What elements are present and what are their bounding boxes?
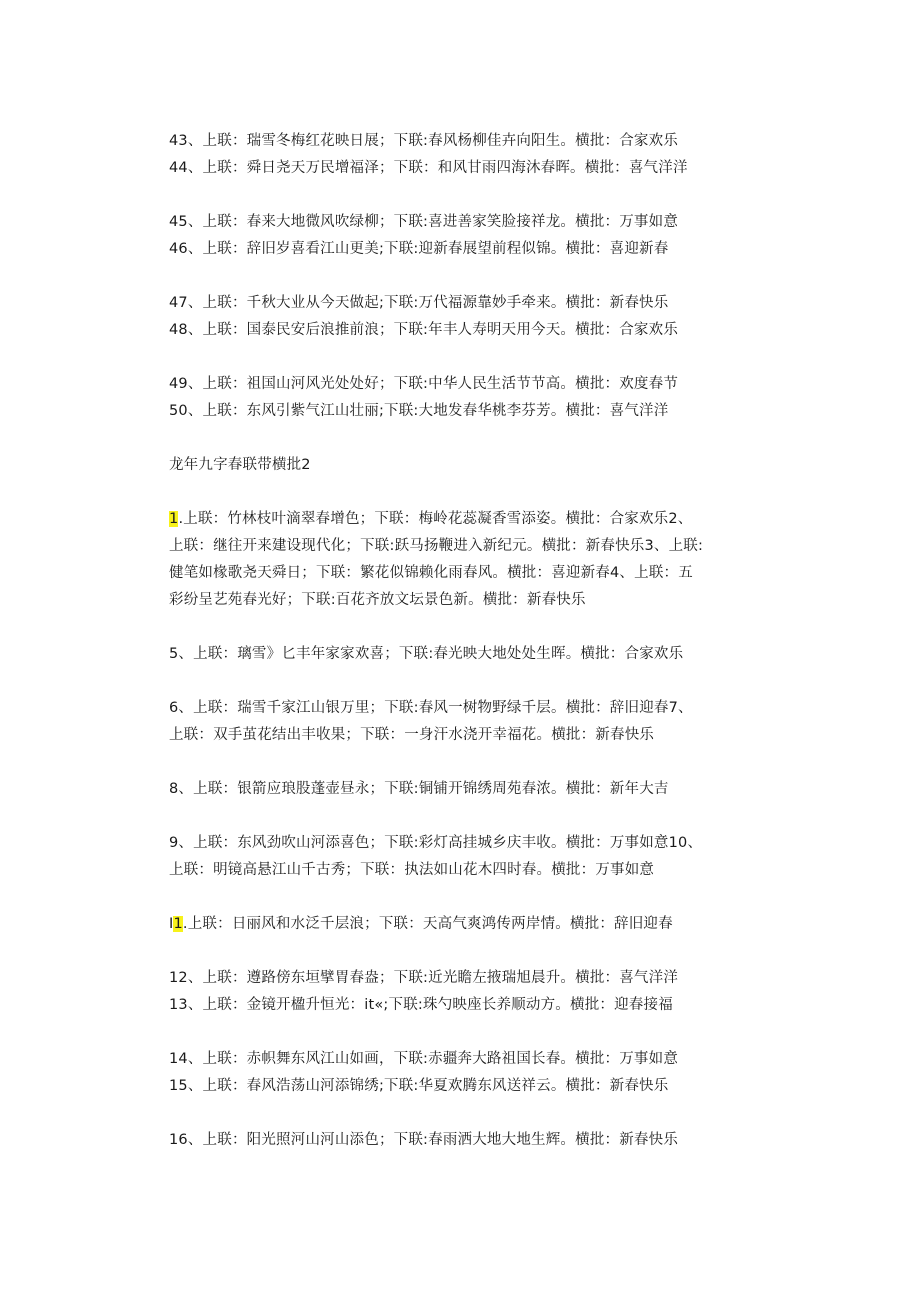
text-line: 12、上联：遵路傍东垣擘胃春盎；下联:近光瞻左掖瑞旭晨升。横批：喜气洋洋 xyxy=(169,970,679,986)
text-line: 上联：明镜高悬江山千古秀；下联：执法如山花木四时春。横批：万事如意 xyxy=(169,862,655,878)
text-line: 45、上联：春来大地微风吹绿柳；下联:喜进善家笑脸接祥龙。横批：万事如意 xyxy=(169,214,679,230)
text-line: 47、上联：千秋大业从今天做起;下联:万代福源靠妙手牵来。横批：新春快乐 xyxy=(169,295,669,311)
text-line: 健笔如椽歌尧天舜日；下联：繁花似锦赖化雨春风。横批：喜迎新春4、上联：五 xyxy=(169,565,693,581)
text-line: 5、上联：璃雪》匕丰年家家欢喜；下联:春光映大地处处生晖。横批：合家欢乐 xyxy=(169,646,684,662)
text-line-highlighted: I1.上联：日丽风和水泛千层浪；下联：天高气爽鸿传两岸情。横批：辞旧迎春 xyxy=(169,916,673,932)
section-heading: 龙年九字春联带横批2 xyxy=(169,457,311,473)
text-line: 上联：双手茧花结出丰收果；下联：一身汗水浇开幸福花。横批：新春快乐 xyxy=(169,727,655,743)
text-line: 14、上联：赤帜舞东风江山如画，下联:赤疆奔大路祖国长春。横批：万事如意 xyxy=(169,1051,679,1067)
text-line: 6、上联：瑞雪千家江山银万里；下联:春风一树物野绿千层。横批：辞旧迎春7、 xyxy=(169,700,693,716)
text-line: 9、上联：东风劲吹山河添喜色；下联:彩灯高挂城乡庆丰收。横批：万事如意10、 xyxy=(169,835,703,851)
text-line: 13、上联：金镜开楹升恒光：it«;下联:珠勺映座长养顺动方。横批：迎春接福 xyxy=(169,997,673,1013)
text-line: 48、上联：国泰民安后浪推前浪；下联:年丰人寿明天用今天。横批：合家欢乐 xyxy=(169,322,679,338)
text-line-highlighted xyxy=(169,509,692,529)
text-line: 上联：继往开来建设现代化；下联:跃马扬鞭进入新纪元。横批：新春快乐3、上联: xyxy=(169,538,704,554)
text-line: 46、上联：辞旧岁喜看江山更美;下联:迎新春展望前程似锦。横批：喜迎新春 xyxy=(169,241,669,257)
text-line: 44、上联：舜日尧天万民增福泽；下联：和风甘雨四海沐春晖。横批：喜气洋洋 xyxy=(169,160,688,176)
text-line: 43、上联：瑞雪冬梅红花映日展；下联:春风杨柳佳卉向阳生。横批：合家欢乐 xyxy=(169,133,679,149)
text-line: 50、上联：东风引紫气江山壮丽;下联:大地发春华桃李芬芳。横批：喜气洋洋 xyxy=(169,403,669,419)
highlight-mark: 1 xyxy=(173,916,183,932)
text-line: .上联：竹林枝叶滴翠春增色；下联：梅岭花蕊凝香雪添姿。横批：合家欢乐2、 xyxy=(178,511,693,527)
highlight-mark: 1 xyxy=(169,511,179,527)
text-line: 49、上联：祖国山河风光处处好；下联:中华人民生活节节高。横批：欢度春节 xyxy=(169,376,679,392)
text-line: 8、上联：银箭应琅股蓬壶昼永；下联:铜铺开锦绣周苑春浓。横批：新年大吉 xyxy=(169,781,669,797)
text-line: 15、上联：春风浩荡山河添锦绣;下联:华夏欢腾东风送祥云。横批：新春快乐 xyxy=(169,1078,669,1094)
text-line: 彩纷呈艺苑春光好；下联:百花齐放文坛景色新。横批：新春快乐 xyxy=(169,592,586,608)
text-line: 16、上联：阳光照河山河山添色；下联:春雨洒大地大地生辉。横批：新春快乐 xyxy=(169,1132,679,1148)
